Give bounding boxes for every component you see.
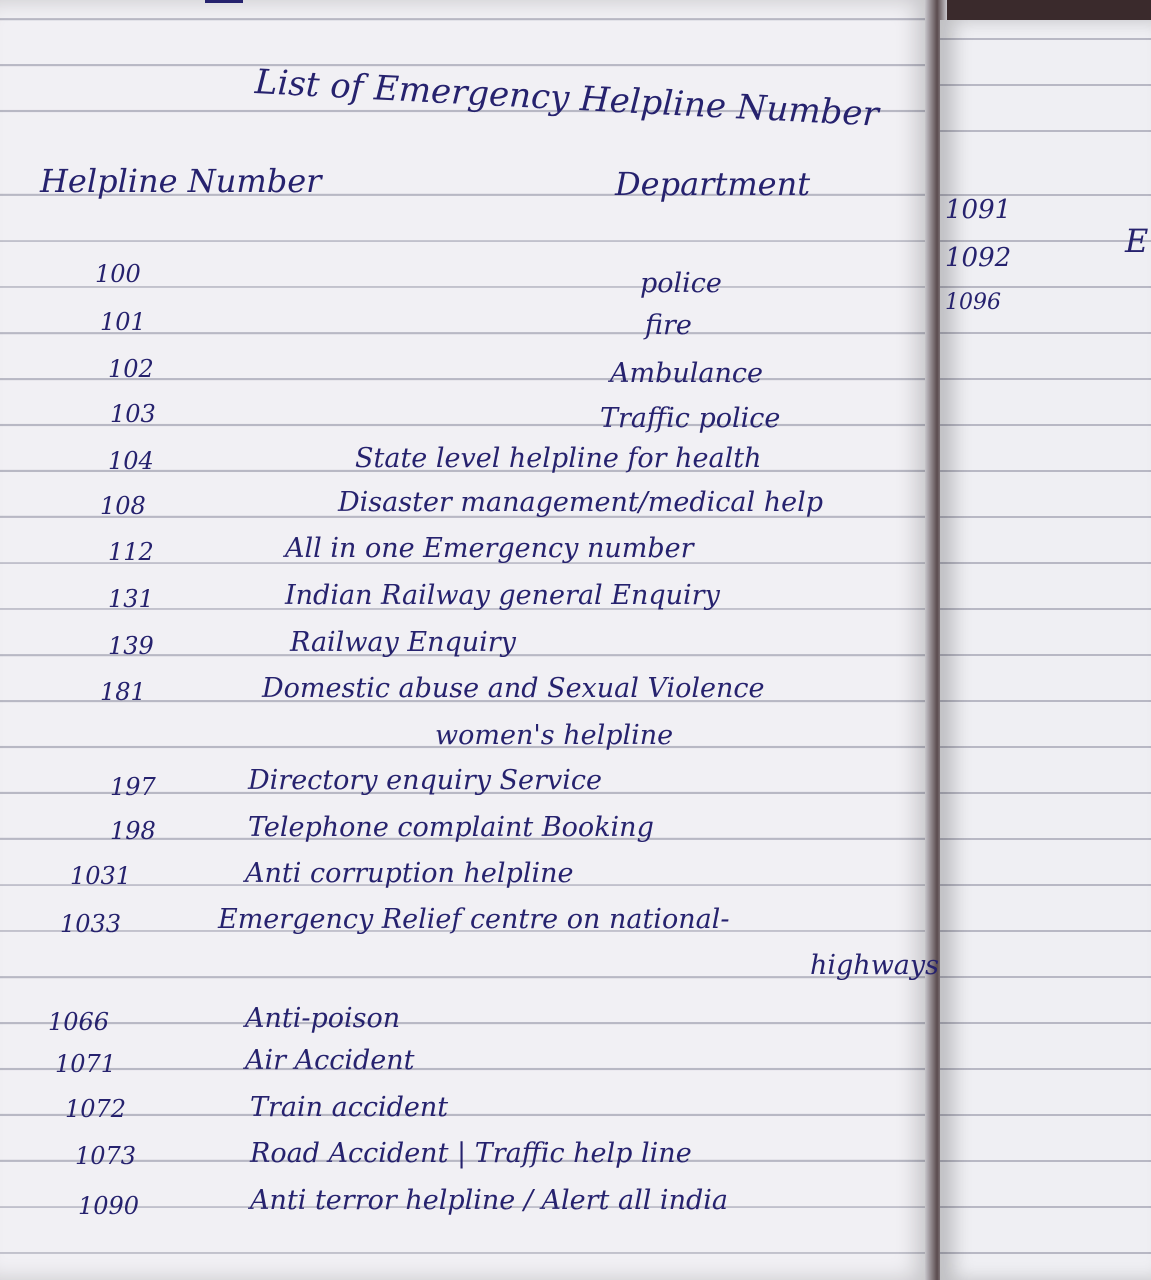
entry-number: 100 [95,260,141,288]
entry-number: 104 [108,447,154,475]
entry-department: Anti-poison [245,1003,401,1034]
entry-number: 1073 [75,1142,137,1170]
entry-number: 181 [100,678,146,706]
right-page-number: 1092 [945,243,1012,273]
right-page-number: 1091 [945,195,1012,225]
entry-department: Air Accident [245,1045,415,1076]
entry-department: Emergency Relief centre on national- [218,904,730,935]
entry-department: women's helpline [435,720,674,751]
entry-department: Telephone complaint Booking [248,812,654,843]
entry-number: 1072 [65,1095,127,1123]
entry-department: Ambulance [610,358,763,389]
ink-mark [205,0,243,3]
entry-department: Directory enquiry Service [248,765,602,796]
entry-number: 108 [100,492,146,520]
entry-department: All in one Emergency number [285,533,694,564]
entry-department: fire [645,310,692,341]
entry-number: 102 [108,355,154,383]
entry-department: State level helpline for health [355,443,762,474]
entry-department: police [640,268,722,299]
entry-number: 197 [110,773,156,801]
entry-department: Domestic abuse and Sexual Violence [262,673,765,704]
entry-number: 1066 [48,1008,110,1036]
right-page-letter: E [1125,222,1149,260]
entry-department: Anti corruption helpline [245,858,574,889]
entry-department: Train accident [250,1092,449,1123]
entry-number: 1031 [70,862,132,890]
entry-number: 103 [110,400,156,428]
column-header-department: Department [615,165,811,203]
entry-number: 1071 [55,1050,117,1078]
entry-number: 112 [108,538,154,566]
entry-number: 101 [100,308,146,336]
entry-department: Indian Railway general Enquiry [285,580,720,611]
entry-department: Disaster management/medical help [338,487,823,518]
entry-number: 1090 [78,1192,140,1220]
entry-number: 139 [108,632,154,660]
entry-department: Anti terror helpline / Alert all india [250,1185,728,1216]
entry-number: 1033 [60,910,122,938]
column-header-number: Helpline Number [40,162,322,200]
entry-number: 198 [110,817,156,845]
entry-department: Railway Enquiry [290,627,516,658]
entry-number: 131 [108,585,154,613]
entry-department: highways [810,950,940,981]
right-page-number: 1096 [945,290,1001,315]
page-title: List of Emergency Helpline Number [253,62,880,135]
entry-department: Road Accident | Traffic help line [250,1138,692,1169]
entry-department: Traffic police [600,403,781,434]
